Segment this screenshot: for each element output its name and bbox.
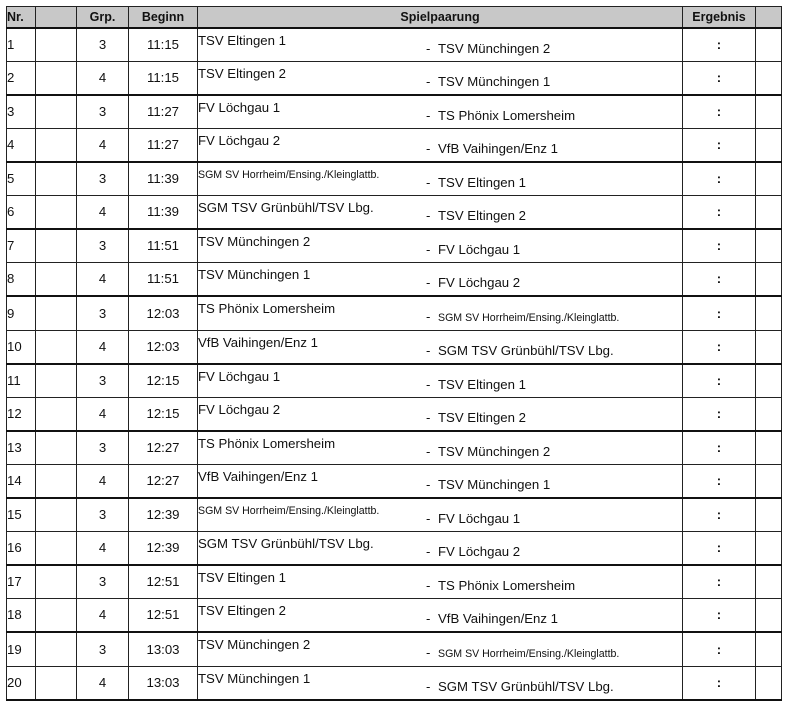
away-team: TSV Eltingen 2 [438,410,526,425]
match-result[interactable]: : [683,331,756,365]
header-ergebnis: Ergebnis [683,7,756,29]
match-start-time: 12:27 [129,465,198,499]
table-row [7,431,782,465]
match-group: 4 [77,62,129,96]
match-pairing [198,431,683,465]
pairing-separator: - [426,309,431,324]
home-team: TSV Münchingen 1 [198,267,311,282]
header-empty [36,7,77,29]
match-pairing [198,129,683,163]
match-number: 18 [7,599,36,633]
match-pairing [198,565,683,599]
header-row [7,7,782,29]
table-row [7,532,782,566]
pairing-separator: - [426,175,431,190]
match-number: 19 [7,632,36,667]
header-beginn: Beginn [129,7,198,29]
match-start-time: 11:27 [129,95,198,129]
home-team: FV Löchgau 2 [198,133,281,148]
blank-cell [36,331,77,365]
match-number: 12 [7,398,36,432]
extra-cell [756,229,782,263]
match-result[interactable]: : [683,196,756,230]
away-team: TSV Münchingen 1 [438,74,551,89]
match-pairing [198,28,683,62]
match-result[interactable]: : [683,364,756,398]
away-team: SGM SV Horrheim/Ensing./Kleinglattb. [438,648,620,660]
match-result[interactable]: : [683,565,756,599]
blank-cell [36,28,77,62]
match-number: 4 [7,129,36,163]
match-result[interactable]: : [683,632,756,667]
match-pairing [198,62,683,96]
match-group: 3 [77,296,129,331]
table-row [7,28,782,62]
blank-cell [36,465,77,499]
match-pairing [198,599,683,633]
home-team: TSV Eltingen 2 [198,66,286,81]
match-result[interactable]: : [683,398,756,432]
home-team: FV Löchgau 2 [198,402,281,417]
table-row [7,95,782,129]
extra-cell [756,331,782,365]
table-row [7,263,782,297]
pairing-separator: - [426,343,431,358]
home-team: SGM SV Horrheim/Ensing./Kleinglattb. [198,169,380,181]
extra-cell [756,28,782,62]
home-team: TSV Münchingen 1 [198,671,311,686]
match-number: 20 [7,667,36,701]
pairing-separator: - [426,544,431,559]
pairing-separator: - [426,645,431,660]
home-team: TSV Eltingen 2 [198,603,286,618]
match-start-time: 12:15 [129,398,198,432]
home-team: FV Löchgau 1 [198,369,281,384]
match-result[interactable]: : [683,129,756,163]
match-start-time: 13:03 [129,632,198,667]
header-nr: Nr. [7,7,36,29]
away-team: TS Phönix Lomersheim [438,578,576,593]
away-team: FV Löchgau 2 [438,275,521,290]
match-pairing [198,162,683,196]
home-team: TS Phönix Lomersheim [198,301,336,316]
match-number: 13 [7,431,36,465]
match-start-time: 12:03 [129,331,198,365]
match-pairing [198,263,683,297]
pairing-separator: - [426,141,431,156]
match-group: 3 [77,364,129,398]
away-team: VfB Vaihingen/Enz 1 [438,611,558,626]
home-team: TSV Eltingen 1 [198,33,286,48]
extra-cell [756,632,782,667]
home-team: SGM SV Horrheim/Ensing./Kleinglattb. [198,505,380,517]
match-group: 3 [77,28,129,62]
away-team: TSV Eltingen 1 [438,175,526,190]
away-team: FV Löchgau 2 [438,544,521,559]
table-row [7,229,782,263]
match-start-time: 11:15 [129,28,198,62]
match-start-time: 11:27 [129,129,198,163]
pairing-separator: - [426,377,431,392]
table-row [7,196,782,230]
match-group: 4 [77,331,129,365]
match-group: 3 [77,632,129,667]
match-group: 4 [77,398,129,432]
table-row [7,162,782,196]
match-pairing [198,296,683,331]
match-result[interactable]: : [683,296,756,331]
pairing-separator: - [426,410,431,425]
extra-cell [756,599,782,633]
blank-cell [36,364,77,398]
extra-cell [756,565,782,599]
table-row [7,667,782,701]
pairing-separator: - [426,679,431,694]
match-pairing [198,498,683,532]
match-start-time: 11:15 [129,62,198,96]
extra-cell [756,196,782,230]
match-pairing [198,331,683,365]
match-number: 10 [7,331,36,365]
match-pairing [198,532,683,566]
table-row [7,331,782,365]
match-number: 8 [7,263,36,297]
home-team: TS Phönix Lomersheim [198,436,336,451]
match-group: 4 [77,129,129,163]
header-grp: Grp. [77,7,129,29]
pairing-separator: - [426,242,431,257]
table-row [7,129,782,163]
blank-cell [36,632,77,667]
extra-cell [756,431,782,465]
match-start-time: 12:15 [129,364,198,398]
extra-cell [756,296,782,331]
pairing-separator: - [426,444,431,459]
match-result[interactable]: : [683,498,756,532]
match-start-time: 12:51 [129,599,198,633]
match-start-time: 12:39 [129,498,198,532]
match-result[interactable]: : [683,62,756,96]
match-start-time: 11:39 [129,162,198,196]
away-team: FV Löchgau 1 [438,511,521,526]
match-pairing [198,667,683,701]
blank-cell [36,95,77,129]
away-team: SGM TSV Grünbühl/TSV Lbg. [438,343,614,358]
match-pairing [198,95,683,129]
away-team: SGM TSV Grünbühl/TSV Lbg. [438,679,614,694]
match-result[interactable]: : [683,28,756,62]
blank-cell [36,62,77,96]
match-pairing [198,229,683,263]
away-team: TS Phönix Lomersheim [438,108,576,123]
table-row [7,632,782,667]
pairing-separator: - [426,275,431,290]
match-group: 4 [77,667,129,701]
extra-cell [756,398,782,432]
extra-cell [756,95,782,129]
match-result[interactable]: : [683,95,756,129]
blank-cell [36,667,77,701]
match-number: 9 [7,296,36,331]
extra-cell [756,465,782,499]
match-pairing [198,465,683,499]
match-pairing [198,364,683,398]
extra-cell [756,498,782,532]
blank-cell [36,129,77,163]
match-group: 3 [77,431,129,465]
match-pairing [198,196,683,230]
extra-cell [756,129,782,163]
away-team: TSV Münchingen 2 [438,444,551,459]
match-group: 4 [77,532,129,566]
extra-cell [756,667,782,701]
match-number: 5 [7,162,36,196]
away-team: FV Löchgau 1 [438,242,521,257]
match-number: 17 [7,565,36,599]
pairing-separator: - [426,74,431,89]
match-number: 16 [7,532,36,566]
blank-cell [36,263,77,297]
table-row [7,565,782,599]
match-result[interactable]: : [683,431,756,465]
match-group: 4 [77,263,129,297]
away-team: TSV Münchingen 1 [438,477,551,492]
home-team: TSV Eltingen 1 [198,570,286,585]
match-result[interactable]: : [683,599,756,633]
match-number: 7 [7,229,36,263]
match-pairing [198,398,683,432]
match-number: 6 [7,196,36,230]
match-number: 2 [7,62,36,96]
home-team: TSV Münchingen 2 [198,234,311,249]
blank-cell [36,196,77,230]
match-start-time: 12:39 [129,532,198,566]
match-number: 11 [7,364,36,398]
header-extra [756,7,782,29]
match-pairing [198,632,683,667]
schedule-table [6,6,782,701]
match-start-time: 11:51 [129,263,198,297]
extra-cell [756,532,782,566]
home-team: FV Löchgau 1 [198,100,281,115]
match-number: 1 [7,28,36,62]
match-group: 4 [77,196,129,230]
blank-cell [36,532,77,566]
blank-cell [36,498,77,532]
match-start-time: 13:03 [129,667,198,701]
extra-cell [756,263,782,297]
match-start-time: 11:51 [129,229,198,263]
match-number: 3 [7,95,36,129]
match-start-time: 12:51 [129,565,198,599]
pairing-separator: - [426,208,431,223]
table-row [7,296,782,331]
extra-cell [756,162,782,196]
blank-cell [36,599,77,633]
pairing-separator: - [426,108,431,123]
home-team: SGM TSV Grünbühl/TSV Lbg. [198,200,374,215]
match-group: 3 [77,162,129,196]
match-group: 3 [77,229,129,263]
extra-cell [756,62,782,96]
blank-cell [36,162,77,196]
match-result[interactable]: : [683,532,756,566]
match-group: 4 [77,599,129,633]
pairing-separator: - [426,477,431,492]
away-team: TSV Münchingen 2 [438,41,551,56]
match-group: 3 [77,498,129,532]
match-result[interactable]: : [683,229,756,263]
pairing-separator: - [426,578,431,593]
away-team: TSV Eltingen 1 [438,377,526,392]
match-start-time: 12:03 [129,296,198,331]
table-row [7,62,782,96]
header-spielpaarung: Spielpaarung [198,7,683,29]
match-start-time: 12:27 [129,431,198,465]
away-team: TSV Eltingen 2 [438,208,526,223]
table-row [7,398,782,432]
away-team: VfB Vaihingen/Enz 1 [438,141,558,156]
blank-cell [36,398,77,432]
match-group: 4 [77,465,129,499]
match-result[interactable]: : [683,465,756,499]
table-row [7,498,782,532]
extra-cell [756,364,782,398]
blank-cell [36,431,77,465]
match-group: 3 [77,565,129,599]
home-team: SGM TSV Grünbühl/TSV Lbg. [198,536,374,551]
blank-cell [36,565,77,599]
match-group: 3 [77,95,129,129]
pairing-separator: - [426,611,431,626]
pairing-separator: - [426,41,431,56]
table-row [7,599,782,633]
away-team: SGM SV Horrheim/Ensing./Kleinglattb. [438,312,620,324]
blank-cell [36,229,77,263]
match-number: 15 [7,498,36,532]
blank-cell [36,296,77,331]
match-start-time: 11:39 [129,196,198,230]
pairing-separator: - [426,511,431,526]
match-result[interactable]: : [683,667,756,701]
match-result[interactable]: : [683,162,756,196]
schedule-body [7,28,782,700]
table-row [7,465,782,499]
home-team: VfB Vaihingen/Enz 1 [198,335,318,350]
match-result[interactable]: : [683,263,756,297]
home-team: VfB Vaihingen/Enz 1 [198,469,318,484]
match-number: 14 [7,465,36,499]
home-team: TSV Münchingen 2 [198,637,311,652]
table-row [7,364,782,398]
